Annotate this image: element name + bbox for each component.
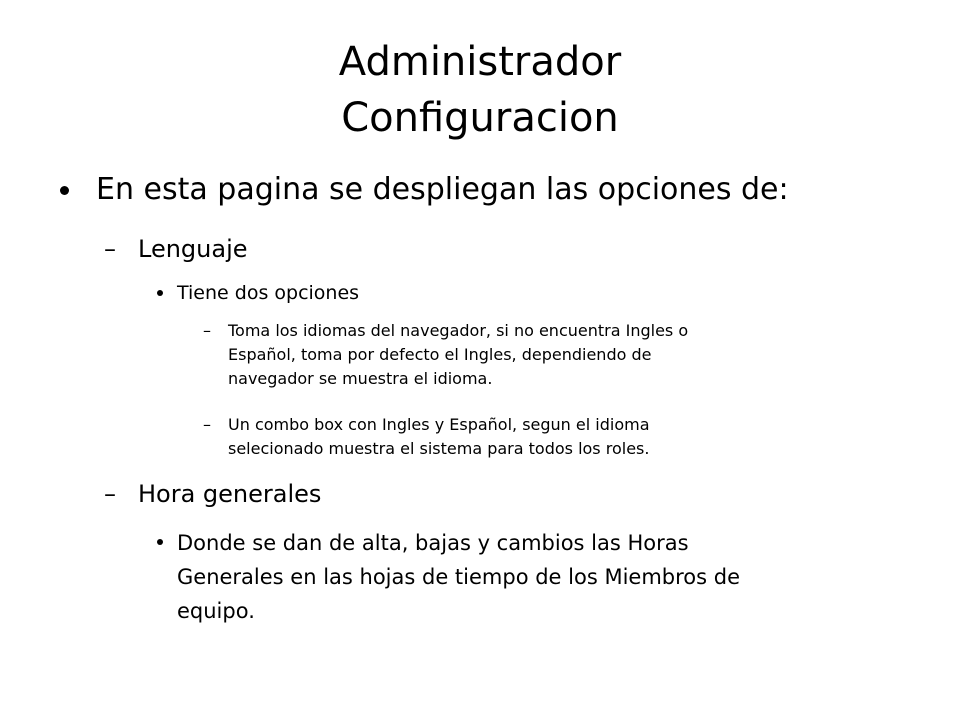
slide-title (0, 34, 960, 146)
dash-marker-icon: – (203, 415, 211, 434)
dash-marker-icon: – (203, 321, 211, 340)
option-2-line-2: selecionado muestra el sistema para todos los roles. (228, 439, 650, 458)
bullet-intro: En esta pagina se despliegan las opciones de: (96, 172, 789, 207)
bullet-hora-generales: Hora generales (138, 480, 322, 508)
bullet-lenguaje: Lenguaje (138, 235, 248, 263)
donde-line-3: equipo. (177, 599, 255, 623)
bullet-dot-icon (60, 186, 69, 195)
donde-line-1: Donde se dan de alta, bajas y cambios las Horas (177, 531, 689, 555)
bullet-dot-icon (157, 290, 163, 296)
donde-line-2: Generales en las hojas de tiempo de los Miembros de (177, 565, 740, 589)
dash-marker-icon: – (104, 235, 116, 263)
title-line-2: Configuracion (341, 95, 619, 141)
option-1-line-2: Español, toma por defecto el Ingles, dependiendo de (228, 345, 652, 364)
option-2-line-1: Un combo box con Ingles y Español, segun el idioma (228, 415, 650, 434)
bullet-tiene-dos-opciones: Tiene dos opciones (177, 282, 360, 304)
bullet-dot-icon (157, 539, 163, 545)
dash-marker-icon: – (104, 480, 116, 508)
title-line-1: Administrador (338, 39, 622, 85)
option-1-line-1: Toma los idiomas del navegador, si no encuentra Ingles o (228, 321, 689, 340)
option-1-line-3: navegador se muestra el idioma. (228, 369, 493, 388)
